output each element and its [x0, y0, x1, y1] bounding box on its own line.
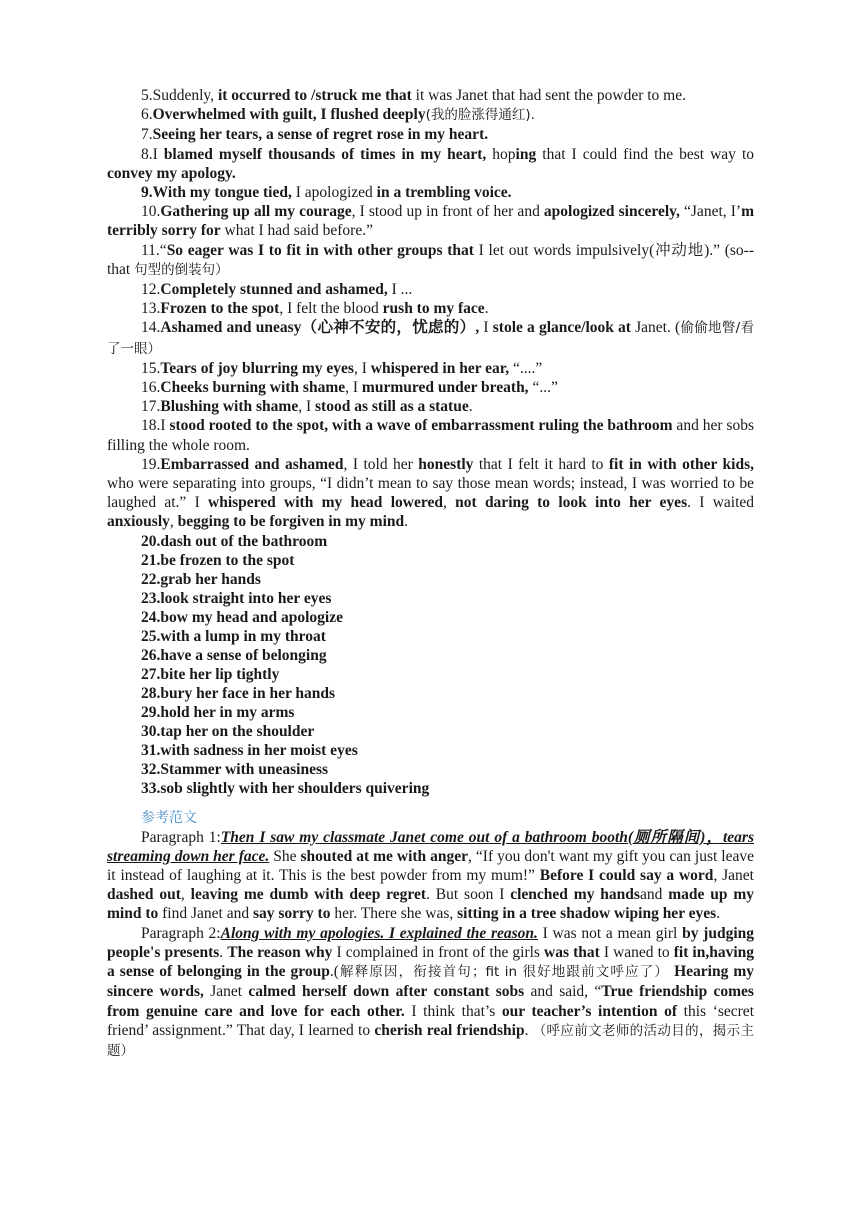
document-page: [107, 86, 754, 1061]
phrase-list: [107, 532, 754, 798]
phrase-item: 32.Stammer with uneasiness: [141, 760, 329, 778]
item-6: 6.Overwhelmed with guilt, I flushed deeply(我的脸涨得通红).: [141, 106, 535, 124]
phrase-item: 27.bite her lip tightly: [141, 665, 280, 683]
item-15: 15.Tears of joy blurring my eyes, I whispered in her ear, “....”: [141, 359, 543, 377]
item-12: 12.Completely stunned and ashamed, I ...: [141, 281, 413, 299]
phrase-item: 31.with sadness in her moist eyes: [141, 741, 358, 759]
item-7: 7.Seeing her tears, a sense of regret rose in my heart.: [141, 126, 489, 144]
phrase-item: 29.hold her in my arms: [141, 703, 295, 721]
phrase-item: 22.grab her hands: [141, 570, 261, 588]
item-5: 5.Suddenly, it occurred to /struck me that it was Janet that had sent the powder to me.: [141, 87, 686, 104]
item-10: 10.Gathering up all my courage, I stood up in front of her and apologized sincerely, “Janet, I’m terribly sorry for what I had said before.”: [107, 203, 754, 240]
phrase-item: 28.bury her face in her hands: [141, 684, 336, 702]
phrase-item: 23.look straight into her eyes: [141, 589, 332, 607]
item-19: 19.Embarrassed and ashamed, I told her honestly that I felt it hard to fit in with other kids, who were separating into groups, “I didn’t mean to say those mean words; instead, I was worried to be laughed at.” I whispered with my head lowered, not daring to look into her eyes. I waited anxiously, begging to be forgiven in my mind.: [107, 455, 755, 531]
sample-essay-heading: 参考范文: [141, 809, 197, 826]
phrase-item: 30.tap her on the shoulder: [141, 722, 315, 740]
phrase-item: 24.bow my head and apologize: [141, 608, 343, 626]
item-8: 8.I blamed myself thousands of times in my heart, hoping that I could find the best way to convey my apology.: [107, 145, 755, 182]
item-17: 17.Blushing with shame, I stood as still as a statue.: [141, 398, 473, 416]
item-18: 18.I stood rooted to the spot, with a wave of embarrassment ruling the bathroom and her sobs filling the whole room.: [107, 417, 754, 454]
sample-paragraph-1: Paragraph 1:Then I saw my classmate Janet come out of a bathroom booth(厕所隔间)，tears streaming down her face. She shouted at me with anger, “If you don't want my gift you can just leave it instead of laughing at it. This is the best powder from my mum!” Before I could say a word, Janet dashed out, leaving me dumb with deep regret. But soon I clenched my handsand made up my mind to find Janet and say sorry to her. There she was, sitting in a tree shadow wiping her eyes.: [107, 828, 754, 923]
phrase-item: 33.sob slightly with her shoulders quivering: [141, 779, 430, 797]
phrase-item: 20.dash out of the bathroom: [141, 532, 328, 550]
phrase-item: 25.with a lump in my throat: [141, 627, 326, 645]
phrase-item: 26.have a sense of belonging: [141, 646, 327, 664]
phrase-item: 21.be frozen to the spot: [141, 551, 295, 569]
item-13: 13.Frozen to the spot, I felt the blood rush to my face.: [141, 300, 489, 318]
item-9: 9.With my tongue tied, I apologized in a trembling voice.: [141, 184, 512, 202]
item-14: 14.Ashamed and uneasy（心神不安的，忧虑的）, I stole a glance/look at Janet. (偷偷地瞥/看了一眼）: [107, 319, 754, 357]
sample-paragraph-2: Paragraph 2:Along with my apologies. I explained the reason. I was not a mean girl by judging people's presents. The reason why I complained in front of the girls was that I waned to fit in,having a sense of belonging in the group.(解释原因，衔接首句；fit in 很好地跟前文呼应了） Hearing my sincere words, Janet calmed herself down after constant sobs and said, “True friendship comes from genuine care and love for each other. I think that’s our teacher’s intention of this ‘secret friend’ assignment.” That day, I learned to cherish real friendship. （呼应前文老师的活动目的，揭示主题）: [107, 924, 755, 1059]
item-11: 11.“So eager was I to fit in with other groups that I let out words impulsively(冲动地).” (so--that 句型的倒装句）: [107, 241, 754, 278]
item-16: 16.Cheeks burning with shame, I murmured under breath, “...”: [141, 379, 558, 397]
